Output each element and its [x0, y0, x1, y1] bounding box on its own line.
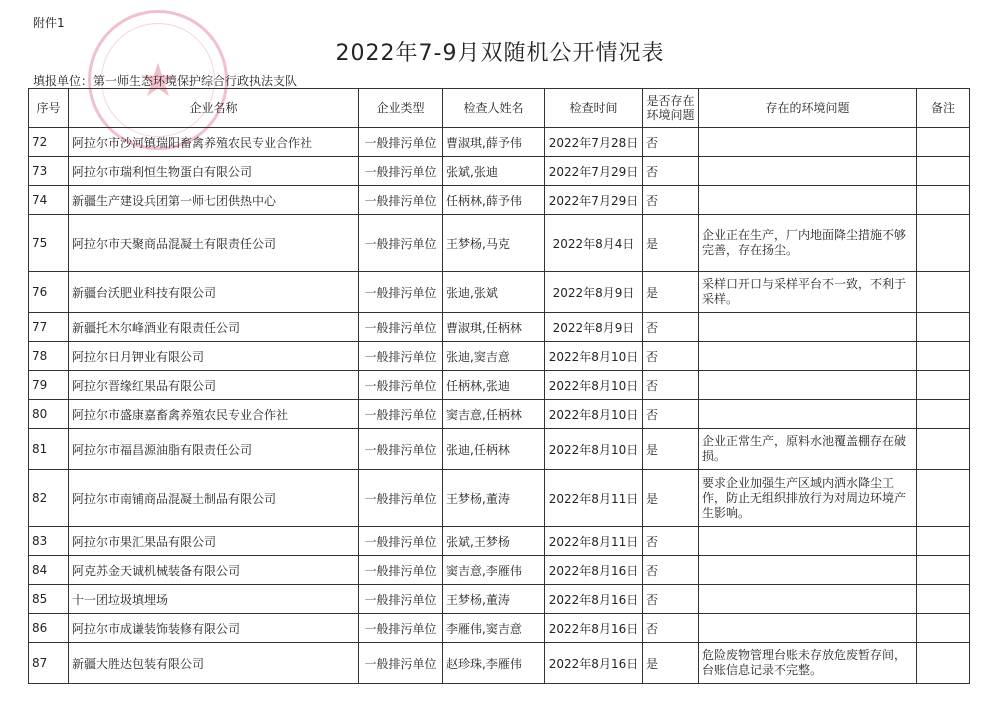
cell-type: 一般排污单位 — [359, 342, 443, 371]
table-row — [29, 470, 970, 527]
cell-inspector: 张迪,窦吉意 — [443, 342, 545, 371]
cell-time: 2022年8月16日 — [545, 556, 643, 585]
cell-inspector: 王梦杨,董涛 — [443, 585, 545, 614]
cell-seq: 86 — [29, 614, 69, 643]
cell-type: 一般排污单位 — [359, 614, 443, 643]
cell-has-issue: 是 — [643, 643, 699, 684]
table-header-row — [29, 89, 970, 128]
cell-issue: 要求企业加强生产区域内洒水降尘工作，防止无组织排放行为对周边环境产生影响。 — [699, 470, 917, 527]
cell-seq: 73 — [29, 157, 69, 186]
cell-issue — [699, 527, 917, 556]
reporting-unit: 填报单位：第一师生态环境保护综合行政执法支队 — [33, 74, 298, 88]
cell-inspector: 王梦杨,董涛 — [443, 470, 545, 527]
cell-remark — [917, 643, 970, 684]
cell-seq: 78 — [29, 342, 69, 371]
cell-type: 一般排污单位 — [359, 527, 443, 556]
cell-inspector: 窦吉意,任柄林 — [443, 400, 545, 429]
table-row — [29, 527, 970, 556]
cell-inspector: 任柄林,张迪 — [443, 371, 545, 400]
cell-has-issue: 否 — [643, 614, 699, 643]
cell-has-issue: 否 — [643, 556, 699, 585]
cell-issue — [699, 128, 917, 157]
cell-remark — [917, 585, 970, 614]
cell-company: 阿拉尔市南铺商品混凝土制品有限公司 — [69, 470, 359, 527]
header-has-issue: 是否存在环境问题 — [643, 89, 699, 128]
cell-remark — [917, 157, 970, 186]
cell-time: 2022年8月16日 — [545, 614, 643, 643]
cell-issue — [699, 585, 917, 614]
header-seq: 序号 — [29, 89, 69, 128]
attachment-label: 附件1 — [33, 16, 65, 30]
cell-issue — [699, 371, 917, 400]
cell-issue — [699, 614, 917, 643]
table-row — [29, 128, 970, 157]
cell-type: 一般排污单位 — [359, 313, 443, 342]
cell-has-issue: 否 — [643, 527, 699, 556]
cell-remark — [917, 313, 970, 342]
table-row — [29, 342, 970, 371]
table-row — [29, 556, 970, 585]
cell-remark — [917, 429, 970, 470]
cell-has-issue: 是 — [643, 429, 699, 470]
cell-time: 2022年8月10日 — [545, 342, 643, 371]
table-row — [29, 186, 970, 215]
page-title: 2022年7-9月双随机公开情况表 — [335, 41, 665, 66]
cell-seq: 81 — [29, 429, 69, 470]
cell-inspector: 曹淑琪,任柄林 — [443, 313, 545, 342]
cell-type: 一般排污单位 — [359, 128, 443, 157]
cell-issue: 企业正在生产，厂内地面降尘措施不够完善，存在扬尘。 — [699, 215, 917, 272]
cell-company: 阿拉尔晋缘红果品有限公司 — [69, 371, 359, 400]
cell-time: 2022年7月28日 — [545, 128, 643, 157]
cell-inspector: 张迪,任柄林 — [443, 429, 545, 470]
cell-company: 阿拉尔市成谦装饰装修有限公司 — [69, 614, 359, 643]
cell-company: 十一团垃圾填埋场 — [69, 585, 359, 614]
cell-remark — [917, 527, 970, 556]
cell-has-issue: 否 — [643, 371, 699, 400]
cell-company: 阿拉尔市盛康嘉畜禽养殖农民专业合作社 — [69, 400, 359, 429]
cell-seq: 72 — [29, 128, 69, 157]
cell-inspector: 任柄林,薛予伟 — [443, 186, 545, 215]
cell-has-issue: 否 — [643, 585, 699, 614]
cell-company: 新疆大胜达包装有限公司 — [69, 643, 359, 684]
cell-has-issue: 是 — [643, 215, 699, 272]
cell-has-issue: 否 — [643, 157, 699, 186]
cell-inspector: 张斌,张迪 — [443, 157, 545, 186]
cell-remark — [917, 470, 970, 527]
cell-has-issue: 否 — [643, 342, 699, 371]
cell-company: 阿拉尔日月钾业有限公司 — [69, 342, 359, 371]
cell-has-issue: 是 — [643, 272, 699, 313]
table-row — [29, 215, 970, 272]
cell-seq: 76 — [29, 272, 69, 313]
table-row — [29, 272, 970, 313]
cell-type: 一般排污单位 — [359, 186, 443, 215]
cell-company: 阿拉尔市瑞利恒生物蛋白有限公司 — [69, 157, 359, 186]
cell-type: 一般排污单位 — [359, 429, 443, 470]
cell-time: 2022年8月11日 — [545, 527, 643, 556]
cell-inspector: 李雁伟,窦吉意 — [443, 614, 545, 643]
cell-inspector: 张迪,张斌 — [443, 272, 545, 313]
cell-company: 新疆托木尔峰酒业有限责任公司 — [69, 313, 359, 342]
cell-type: 一般排污单位 — [359, 470, 443, 527]
cell-issue — [699, 157, 917, 186]
cell-time: 2022年7月29日 — [545, 157, 643, 186]
table-row — [29, 371, 970, 400]
cell-time: 2022年8月10日 — [545, 429, 643, 470]
cell-seq: 83 — [29, 527, 69, 556]
table-row — [29, 585, 970, 614]
cell-has-issue: 是 — [643, 470, 699, 527]
cell-issue: 采样口开口与采样平台不一致，不利于采样。 — [699, 272, 917, 313]
cell-time: 2022年8月10日 — [545, 400, 643, 429]
cell-company: 阿克苏金天诚机械装备有限公司 — [69, 556, 359, 585]
cell-type: 一般排污单位 — [359, 371, 443, 400]
cell-seq: 84 — [29, 556, 69, 585]
cell-inspector: 张斌,王梦杨 — [443, 527, 545, 556]
cell-remark — [917, 272, 970, 313]
header-time: 检查时间 — [545, 89, 643, 128]
cell-remark — [917, 186, 970, 215]
cell-issue — [699, 342, 917, 371]
cell-company: 阿拉尔市果汇果品有限公司 — [69, 527, 359, 556]
table-row — [29, 400, 970, 429]
cell-type: 一般排污单位 — [359, 272, 443, 313]
cell-time: 2022年7月29日 — [545, 186, 643, 215]
cell-type: 一般排污单位 — [359, 400, 443, 429]
cell-time: 2022年8月11日 — [545, 470, 643, 527]
cell-issue — [699, 556, 917, 585]
cell-seq: 85 — [29, 585, 69, 614]
cell-company: 新疆台沃肥业科技有限公司 — [69, 272, 359, 313]
cell-seq: 79 — [29, 371, 69, 400]
table-row — [29, 643, 970, 684]
cell-time: 2022年8月9日 — [545, 272, 643, 313]
cell-company: 阿拉尔市沙河镇瑞阳畜禽养殖农民专业合作社 — [69, 128, 359, 157]
table-row — [29, 614, 970, 643]
cell-has-issue: 否 — [643, 313, 699, 342]
cell-seq: 74 — [29, 186, 69, 215]
seal-star-icon: ★ — [137, 53, 179, 107]
cell-company: 阿拉尔市福昌源油脂有限责任公司 — [69, 429, 359, 470]
cell-issue — [699, 186, 917, 215]
cell-has-issue: 否 — [643, 186, 699, 215]
cell-remark — [917, 614, 970, 643]
cell-has-issue: 否 — [643, 128, 699, 157]
header-remark: 备注 — [917, 89, 970, 128]
cell-time: 2022年8月16日 — [545, 643, 643, 684]
cell-type: 一般排污单位 — [359, 585, 443, 614]
cell-remark — [917, 400, 970, 429]
table-row — [29, 157, 970, 186]
cell-remark — [917, 342, 970, 371]
cell-type: 一般排污单位 — [359, 215, 443, 272]
cell-seq: 75 — [29, 215, 69, 272]
cell-issue — [699, 313, 917, 342]
cell-remark — [917, 556, 970, 585]
cell-seq: 82 — [29, 470, 69, 527]
cell-issue — [699, 400, 917, 429]
cell-has-issue: 否 — [643, 400, 699, 429]
header-company: 企业名称 — [69, 89, 359, 128]
header-issue: 存在的环境问题 — [699, 89, 917, 128]
cell-remark — [917, 371, 970, 400]
inspection-table — [28, 88, 970, 684]
cell-inspector: 曹淑琪,薛予伟 — [443, 128, 545, 157]
header-inspector: 检查人姓名 — [443, 89, 545, 128]
cell-inspector: 王梦杨,马克 — [443, 215, 545, 272]
cell-type: 一般排污单位 — [359, 556, 443, 585]
cell-time: 2022年8月4日 — [545, 215, 643, 272]
header-type: 企业类型 — [359, 89, 443, 128]
cell-seq: 77 — [29, 313, 69, 342]
cell-issue: 企业正常生产，原料水池覆盖棚存在破损。 — [699, 429, 917, 470]
table-row — [29, 313, 970, 342]
cell-seq: 80 — [29, 400, 69, 429]
cell-time: 2022年8月10日 — [545, 371, 643, 400]
cell-company: 阿拉尔市天聚商品混凝土有限责任公司 — [69, 215, 359, 272]
cell-remark — [917, 215, 970, 272]
cell-company: 新疆生产建设兵团第一师七团供热中心 — [69, 186, 359, 215]
cell-inspector: 窦吉意,李雁伟 — [443, 556, 545, 585]
table-row — [29, 429, 970, 470]
cell-type: 一般排污单位 — [359, 643, 443, 684]
cell-inspector: 赵珍珠,李雁伟 — [443, 643, 545, 684]
cell-type: 一般排污单位 — [359, 157, 443, 186]
cell-time: 2022年8月9日 — [545, 313, 643, 342]
cell-issue: 危险废物管理台账未存放危废暂存间，台账信息记录不完整。 — [699, 643, 917, 684]
cell-time: 2022年8月16日 — [545, 585, 643, 614]
cell-remark — [917, 128, 970, 157]
cell-seq: 87 — [29, 643, 69, 684]
